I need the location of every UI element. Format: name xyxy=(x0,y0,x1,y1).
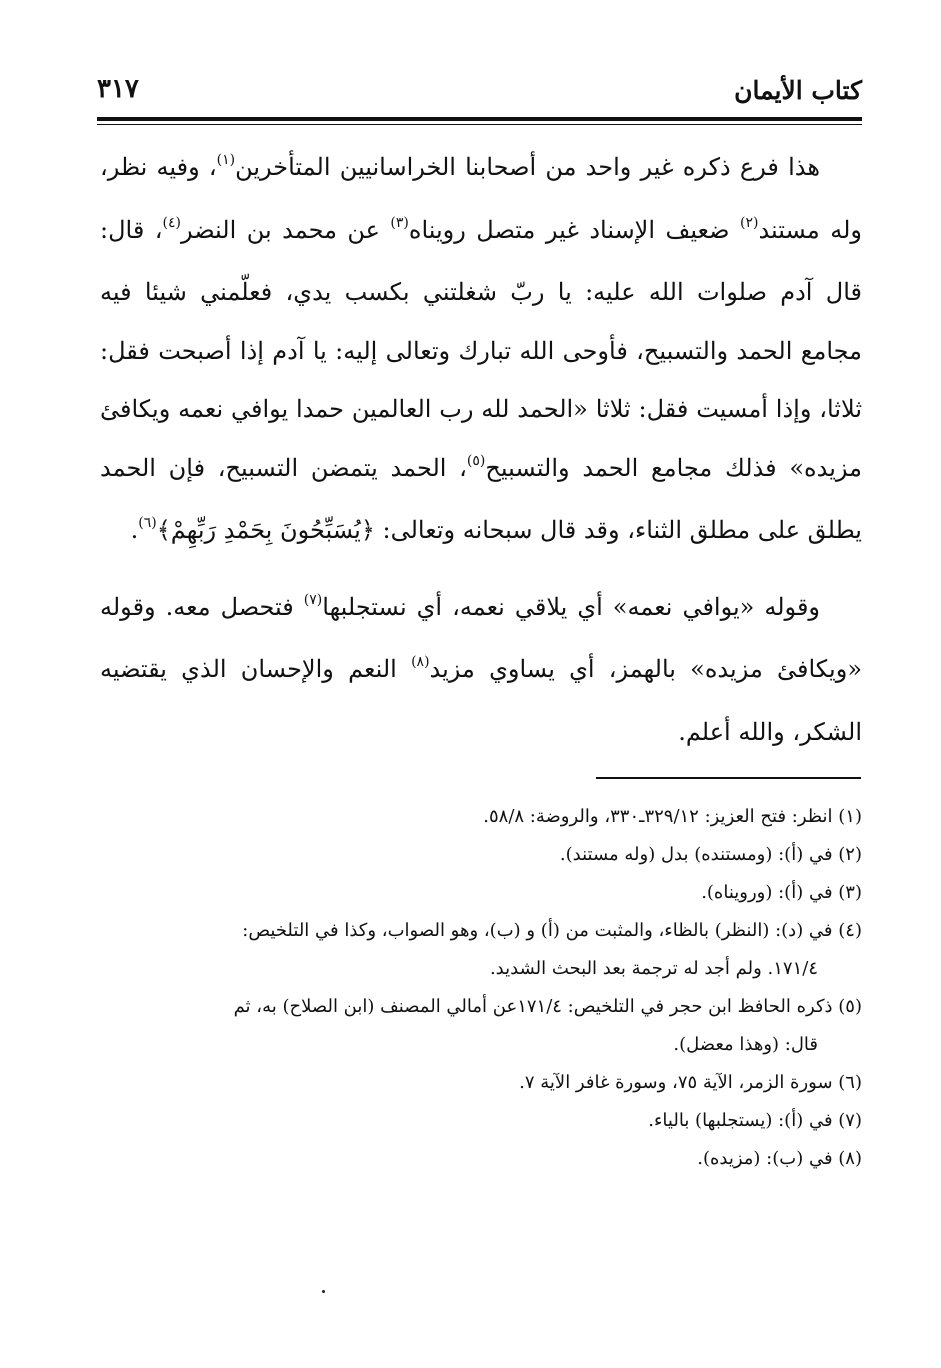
footnote-text: (٣) في (أ): (ورويناه). xyxy=(701,882,862,903)
footnote-text: (٢) في (أ): (ومستنده) بدل (وله مستند). xyxy=(559,844,862,865)
header-rule-thick xyxy=(97,117,862,121)
running-header xyxy=(97,72,862,116)
text-segment: فتحصل معه. وقوله «ويكافئ مزيده» بالهمز، أي يساوي مزيد xyxy=(100,592,863,683)
note-reference: (١) xyxy=(216,152,236,168)
footnote-7 xyxy=(98,1102,862,1140)
header-rule-thin xyxy=(97,124,862,125)
text-segment: ضعيف الإسناد غير متصل رويناه xyxy=(408,215,740,244)
footnote-1 xyxy=(98,798,862,836)
footnote-5 xyxy=(98,988,862,1064)
footnote-8 xyxy=(98,1140,862,1178)
footnote-continuation: قال: (وهذا معضل). xyxy=(673,1034,818,1055)
footnote-text: (٥) ذكره الحافظ ابن حجر في التلخيص: ١٧١/٤عن أمالي المصنف (ابن الصلاح) به، ثم xyxy=(233,996,862,1017)
note-reference: (٣) xyxy=(390,214,409,231)
text-segment: ، قال: قال آدم صلوات الله عليه: يا ربّ شغلتني بكسب يدي، فعلّمني شيئا فيه مجامع الحمد والتسبيح، فأوحى الله تبارك وتعالى إليه: يا آدم إذا أصبحت فقل: ثلاثا، وإذا أمسيت فقل: ثلاثا «الحمد لله رب العالمين حمدا يوافي نعمه ويكافئ مزيده» فذلك مجامع الحمد والتسبيح xyxy=(100,215,862,482)
footnote-2 xyxy=(98,836,862,874)
text-segment: ، وفيه نظر، وله مستند xyxy=(100,153,863,244)
text-segment: عن محمد بن النضر xyxy=(180,215,391,244)
note-reference: (٤) xyxy=(162,214,181,231)
chapter-title: كتاب الأيمان xyxy=(734,76,862,105)
footnote-divider xyxy=(596,777,861,779)
note-reference: (٨) xyxy=(411,654,430,670)
text-segment: هذا فرع ذكره غير واحد من أصحابنا الخراسانيين المتأخرين xyxy=(235,153,820,181)
note-reference: (٢) xyxy=(739,214,759,231)
footnote-text: (١) انظر: فتح العزيز: ٣٢٩/١٢ـ٣٣٠، والروضة: ٥٨/٨. xyxy=(483,806,862,827)
note-reference: (٧) xyxy=(303,591,323,608)
paragraph-1 xyxy=(100,138,862,564)
text-segment: ، الحمد يتمضن التسبيح، فإن الحمد يطلق على مطلق الثناء، وقد قال سبحانه وتعالى: ﴿يُسَبِّحُونَ بِحَمْدِ رَبِّهِمْ﴾ xyxy=(100,453,862,544)
footnote-continuation: ١٧١/٤. ولم أجد له ترجمة بعد البحث الشديد. xyxy=(489,958,818,979)
footnote-6 xyxy=(98,1064,862,1102)
scan-speck xyxy=(322,1290,325,1293)
footnote-text: (٤) في (د): (النظر) بالظاء، والمثبت من (أ) و (ب)، وهو الصواب، وكذا في التلخيص: xyxy=(242,920,862,941)
footnote-4 xyxy=(98,912,862,988)
note-reference: (٥) xyxy=(466,452,486,469)
note-reference: (٦) xyxy=(138,515,157,531)
main-text xyxy=(100,138,862,761)
text-segment: . xyxy=(130,516,139,544)
paragraph-2 xyxy=(100,578,862,762)
footnote-3 xyxy=(98,874,862,912)
text-segment: النعم والإحسان الذي يقتضيه الشكر، والله أعلم. xyxy=(100,655,862,746)
text-segment: وقوله «يوافي نعمه» أي يلاقي نعمه، أي نستجلبها xyxy=(322,592,821,621)
footnote-text: (٦) سورة الزمر، الآية ٧٥، وسورة غافر الآية ٧. xyxy=(519,1072,862,1093)
page-number: ٣١٧ xyxy=(97,74,139,104)
footnote-text: (٧) في (أ): (يستجلبها) بالياء. xyxy=(648,1110,862,1131)
footnotes xyxy=(98,798,862,1178)
footnote-text: (٨) في (ب): (مزيده). xyxy=(697,1148,862,1169)
